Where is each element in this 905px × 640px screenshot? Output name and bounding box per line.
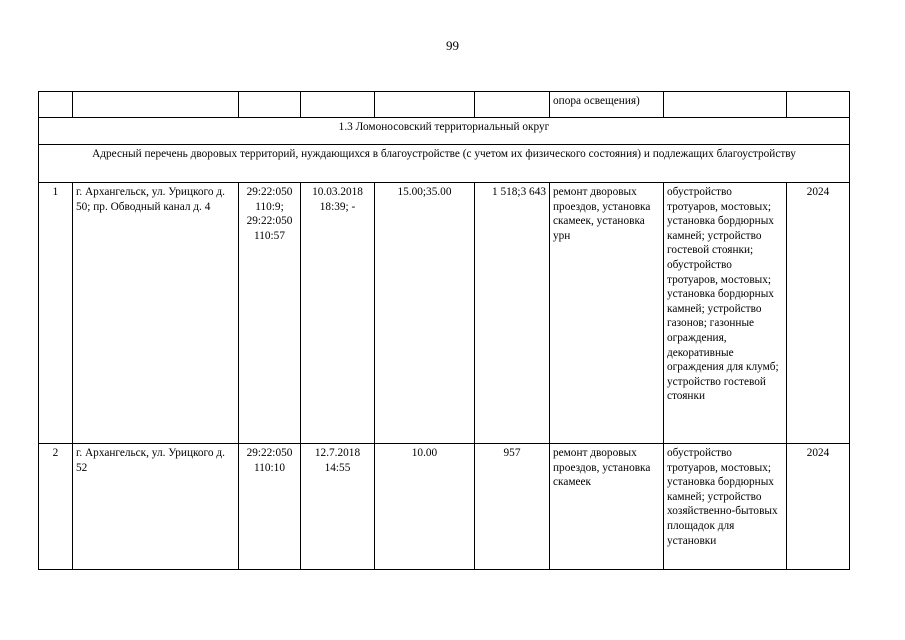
cell-date: 10.03.2018 18:39; - — [301, 183, 375, 444]
section-title: 1.3 Ломоносовский территориальный округ — [39, 118, 850, 145]
cell-repair-extra: обустройство тротуаров, мостовых; установка бордюрных камней; устройство гостевой стоянки; обустройство тротуаров, мостовых; установка бордюрных камней; устройство газонов; газонные ограждения, декоративные ограждения для клумб; устройство гостевой стоянки — [664, 183, 787, 444]
table-row — [39, 444, 850, 570]
cell-empty — [39, 92, 73, 118]
table-heading: Адресный перечень дворовых территорий, нуждающихся в благоустройстве (с учетом их физического состояния) и подлежащих благоустройству — [39, 145, 850, 183]
cell-empty — [239, 92, 301, 118]
cell-empty — [664, 92, 787, 118]
cell-empty — [475, 92, 550, 118]
cell-address: г. Архангельск, ул. Урицкого д. 50; пр. Обводный канал д. 4 — [73, 183, 239, 444]
cell-cadastral: 29:22:050 110:9; 29:22:050 110:57 — [239, 183, 301, 444]
heading-row — [39, 145, 850, 183]
cell-year: 2024 — [787, 444, 850, 570]
cell-year: 2024 — [787, 183, 850, 444]
page-number: 99 — [446, 38, 459, 53]
cell-repair-min: ремонт дворовых проездов, установка скамеек, установка урн — [550, 183, 664, 444]
table-row — [39, 183, 850, 444]
cell-address: г. Архангельск, ул. Урицкого д. 52 — [73, 444, 239, 570]
cell-continued-text: опора освещения) — [550, 92, 664, 118]
address-table — [38, 91, 850, 570]
cell-repair-extra: обустройство тротуаров, мостовых; установка бордюрных камней; устройство хозяйственно-бытовых площадок для установки — [664, 444, 787, 570]
cell-empty — [375, 92, 475, 118]
cell-measure: 957 — [475, 444, 550, 570]
cell-date: 12.7.2018 14:55 — [301, 444, 375, 570]
cell-empty — [301, 92, 375, 118]
section-row — [39, 118, 850, 145]
cell-area: 10.00 — [375, 444, 475, 570]
cell-cadastral: 29:22:050 110:10 — [239, 444, 301, 570]
cell-number: 2 — [39, 444, 73, 570]
table-row-continued — [39, 92, 850, 118]
cell-empty — [73, 92, 239, 118]
cell-area: 15.00;35.00 — [375, 183, 475, 444]
cell-repair-min: ремонт дворовых проездов, установка скамеек — [550, 444, 664, 570]
cell-measure: 1 518;3 643 — [475, 183, 550, 444]
cell-number: 1 — [39, 183, 73, 444]
cell-empty — [787, 92, 850, 118]
